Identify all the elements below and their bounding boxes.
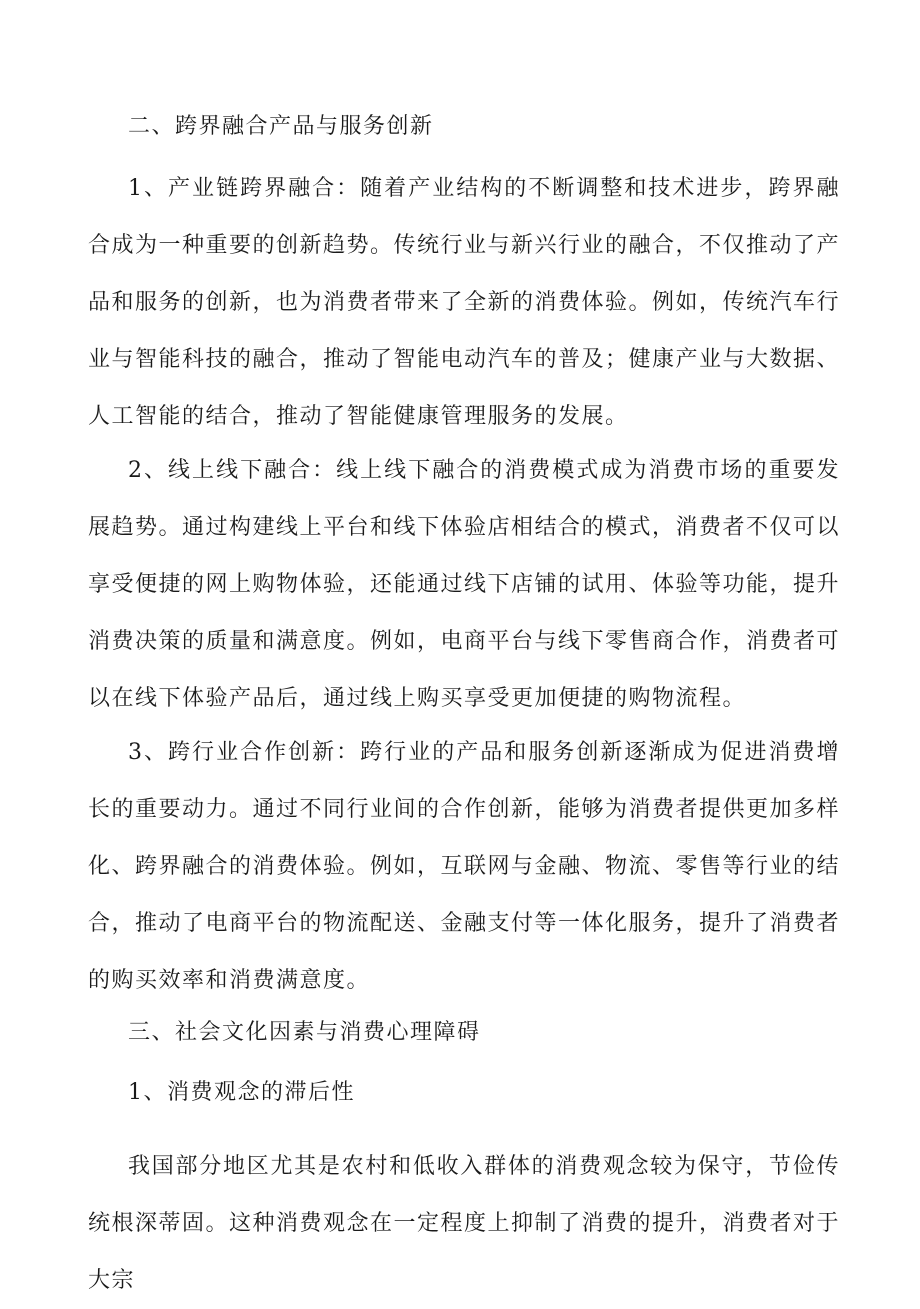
paragraph-cross-industry: 3、跨行业合作创新：跨行业的产品和服务创新逐渐成为促进消费增长的重要动力。通过不同行业间的合作创新，能够为消费者提供更加多样化、跨界融合的消费体验。例如，互联网与金融、物流、零售等行业的结合，推动了电商平台的物流配送、金融支付等一体化服务，提升了消费者的购买效率和消费满意度。 <box>88 740 841 993</box>
section-heading-2: 二、跨界融合产品与服务创新 <box>128 114 434 139</box>
paragraph-online-offline: 2、线上线下融合：线上线下融合的消费模式成为消费市场的重要发展趋势。通过构建线上平台和线下体验店相结合的模式，消费者不仅可以享受便捷的网上购物体验，还能通过线下店铺的试用、体验等功能，提升消费决策的质量和满意度。例如，电商平台与线下零售商合作，消费者可以在线下体验产品后，通过线上购买享受更加便捷的购物流程。 <box>88 458 841 711</box>
section-heading-3: 三、社会文化因素与消费心理障碍 <box>128 1020 481 1045</box>
subsection-heading-3-1: 1、消费观念的滞后性 <box>128 1080 355 1105</box>
paragraph-consumption-concept: 我国部分地区尤其是农村和低收入群体的消费观念较为保守，节俭传统根深蒂固。这种消费观念在一定程度上抑制了消费的提升，消费者对于大宗 <box>88 1154 841 1293</box>
paragraph-industry-chain: 1、产业链跨界融合：随着产业结构的不断调整和技术进步，跨界融合成为一种重要的创新趋势。传统行业与新兴行业的融合，不仅推动了产品和服务的创新，也为消费者带来了全新的消费体验。例如，传统汽车行业与智能科技的融合，推动了智能电动汽车的普及；健康产业与大数据、人工智能的结合，推动了智能健康管理服务的发展。 <box>88 176 841 429</box>
